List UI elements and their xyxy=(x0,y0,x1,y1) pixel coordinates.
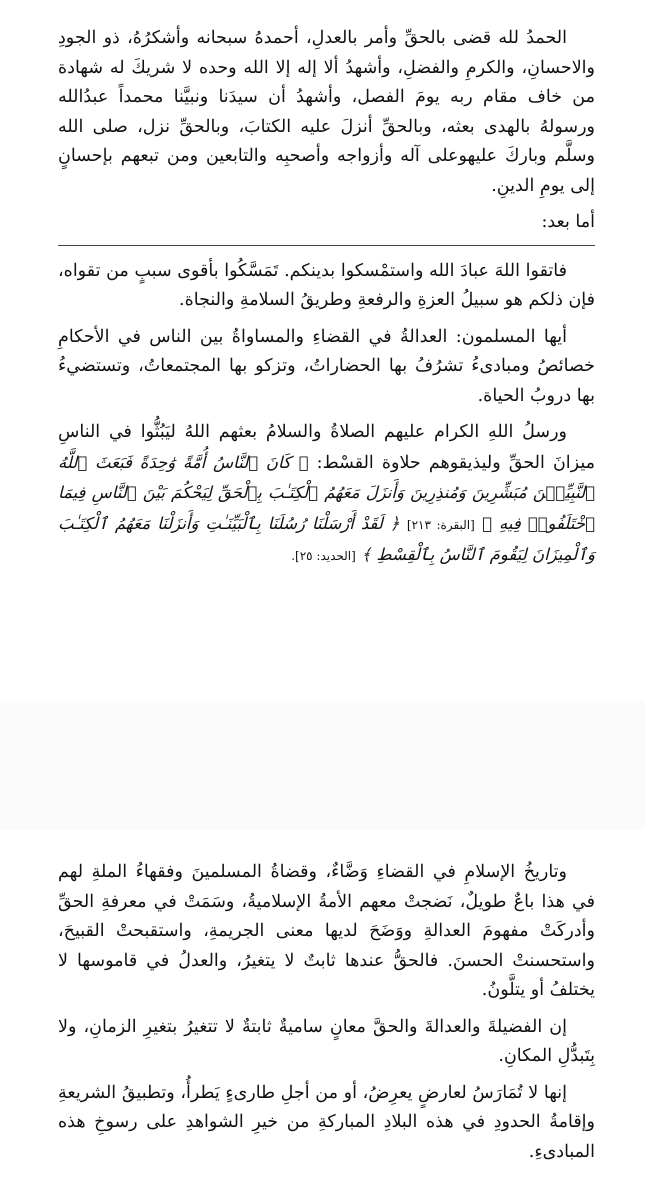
bottom-page xyxy=(0,830,645,1200)
bottom-page-text xyxy=(58,858,595,1174)
paragraph-messengers xyxy=(58,418,595,572)
messengers-intro: ورسلُ اللهِ الكرام عليهم الصلاةُ والسلامُ بعثهم اللهُ ليَبُثُّوا في الناسِ ميزانَ الحقِّ وليذيقوهم حلاوة القسْط: xyxy=(58,422,595,473)
paragraph-taqwa: فاتقوا اللهَ عبادَ الله واستمْسكوا بدينكم. تَمَسَّكُوا بأقوى سببٍ من تقواه، فإن ذلكم هو سبيلُ العزةِ والرفعةِ وطريقُ السلامةِ والنجاة. xyxy=(58,260,595,310)
paragraph-sharia: إنها لا تُمَارَسُ لعارضٍ يعرِضُ، أو من أجلِ طارىءٍ يَطرأُ، وتطبيقُ الشريعةِ وإقامةُ الحدودِ في هذه البلادِ المباركةِ من خيرِ الشواهدِ على رسوخِ هذه المبادىءِ. xyxy=(58,1082,595,1162)
citation-baqarah: [البقرة: ٢١٣] xyxy=(406,517,475,532)
quran-verse-hadid: ﴿ لَقَدْ أَرْسَلْنَا رُسُلَنَا بِٱلْبَيِّنَـٰتِ وَأَنزَلْنَا مَعَهُمُ ٱلْكِتَـٰبَ وَٱلْمِيزَانَ لِيَقُومَ ٱلنَّاسُ بِٱلْقِسْطِ ﴾ xyxy=(58,513,595,564)
top-page-text xyxy=(58,24,595,579)
citation-hadid: [الحديد: ٢٥]. xyxy=(291,549,356,563)
paragraph-virtue: إن الفضيلةَ والعدالةَ والحقَّ معانٍ ساميةٌ ثابتةٌ لا تتغيرُ بتغيرِ الزمانِ، ولا بِتَبدُّلِ المكانِ. xyxy=(58,1016,595,1066)
page-gap xyxy=(0,700,645,830)
paragraph-justice: أيها المسلمون: العدالةُ في القضاءِ والمساواةُ بين الناس في الأحكامِ خصائصُ ومبادىءُ تشرُفُ بها الحضاراتُ، وتزكو بها المجتمعاتُ، وتستضيءُ بها دروبُ الحياة. xyxy=(58,326,595,406)
amma-bad-heading: أما بعد: xyxy=(541,212,595,232)
section-divider xyxy=(58,245,595,246)
paragraph-history: وتاريخُ الإسلامِ في القضاءِ وَضَّاءٌ، وقضاةُ المسلمينَ وفقهاءُ الملةِ لهم في هذا باعٌ طويلٌ، نَضجتْ معهم الأمةُ الإسلاميةُ، وسَمَتْ في معرفةِ الحقِّ وأدركَتْ مفهومَ العدالةِ ووَضَحَ لديها معنى الجريمةِ، واستقبحتْ القبيحَ، واستحسنتْ الحسنَ. فالحقُّ عندها ثابتٌ لا يتغيرُ، والعدلُ في قاموسها لا يختلفُ أو يتلَّونُ. xyxy=(58,862,595,1000)
quran-verse-baqarah: ﴿ كَانَ ٱلنَّاسُ أُمَّةً وَٰحِدَةً فَبَعَثَ ٱللَّهُ ٱلنَّبِيِّـۧنَ مُبَشِّرِينَ وَمُنذِرِينَ وَأَنزَلَ مَعَهُمُ ٱلْكِتَـٰبَ بِٱلْحَقِّ لِيَحْكُمَ بَيْنَ ٱلنَّاسِ فِيمَا ٱخْتَلَفُوا۟ فِيهِ ﴾ xyxy=(58,452,595,533)
opening-paragraph: الحمدُ لله قضى بالحقِّ وأمر بالعدلِ، أحمدهُ سبحانه وأشكرُهُ، ذو الجودِ والاحسانِ، والكرمِ والفضلِ، وأشهدُ ألا إله إلا الله وحده لا شريكَ له شهادة من خاف مقام ربه يومَ الفصل، وأشهدُ أن سيدَنا ونبيَّنا محمداً عبدُالله ورسولهُ بالهدى بعثه، وبالحقِّ أنزلَ عليه الكتابَ، وبالحقِّ نزل، صلى الله وسلَّم وباركَ عليهوعلى آله وأزواجه وأصحبِه والتابعين ومن تبعهم بإحسانٍ إلى يومِ الدينِ. xyxy=(58,28,595,196)
